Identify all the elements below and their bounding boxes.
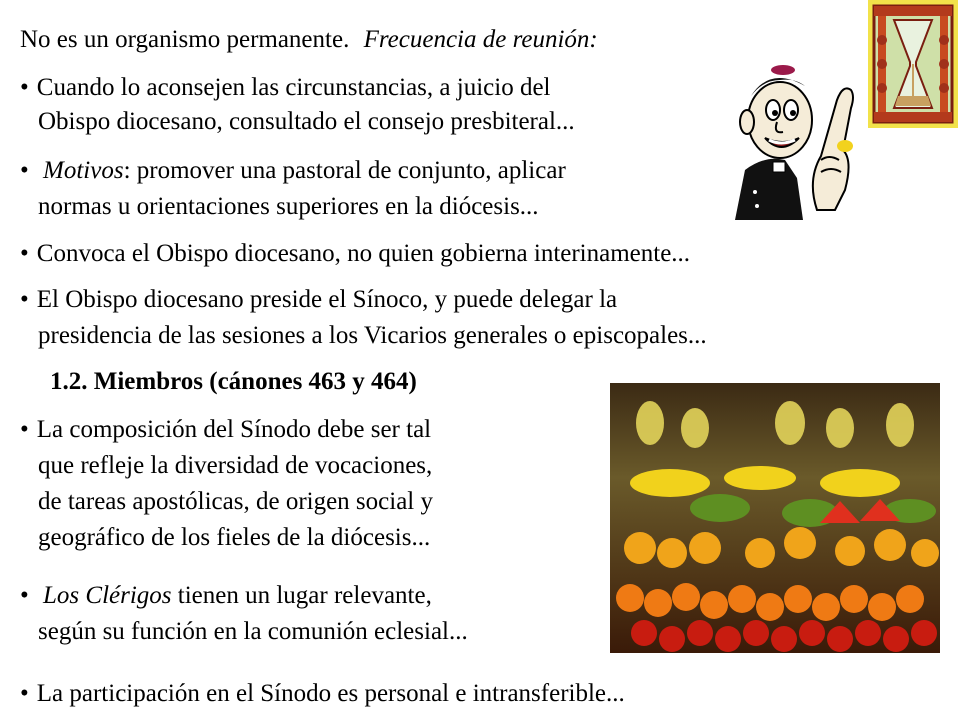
- bullet-3: • Convoca el Obispo diocesano, no quien gobierna interinamente...: [20, 238, 690, 270]
- bullet-1-line-1: • Cuando lo aconsejen las circunstancias, a juicio del: [20, 72, 551, 104]
- bullet-7: • La participación en el Sínodo es personal e intransferible...: [20, 678, 625, 710]
- intro-statement: No es un organismo permanente.: [20, 26, 350, 53]
- bullet-5-line-2: que refleje la diversidad de vocaciones,: [38, 452, 433, 479]
- bullet-2-text: : promover una pastoral de conjunto, aplicar: [123, 157, 566, 184]
- bullet-1-line-2: Obispo diocesano, consultado el consejo presbiteral...: [38, 108, 575, 135]
- bullet-5-line-4: geográfico de los fieles de la diócesis...: [38, 524, 431, 551]
- bullet-6-emphasis: Los Clérigos: [43, 582, 172, 609]
- intro-frequency-label: Frecuencia de reunión:: [363, 26, 598, 53]
- fruit-market-photo: [610, 383, 940, 653]
- bullet-2-line-2: normas u orientaciones superiores en la diócesis...: [38, 193, 539, 220]
- bullet-2-line-1: [20, 155, 566, 187]
- bullet-2-emphasis: Motivos: [43, 157, 124, 184]
- bullet-4-line-1: • El Obispo diocesano preside el Sínoco, y puede delegar la: [20, 284, 617, 316]
- bullet-6-line-1: [20, 580, 432, 612]
- section-heading: 1.2. Miembros (cánones 463 y 464): [50, 368, 417, 395]
- bullet-5-line-1: • La composición del Sínodo debe ser tal: [20, 414, 431, 446]
- hourglass-illustration: [868, 0, 958, 128]
- intro-line: [20, 24, 598, 56]
- bullet-5-line-3: de tareas apostólicas, de origen social y: [38, 488, 433, 515]
- bullet-6-line-2: según su función en la comunión eclesial...: [38, 618, 468, 645]
- priest-cartoon-illustration: [725, 60, 865, 220]
- bullet-4-line-2: presidencia de las sesiones a los Vicarios generales o episcopales...: [38, 322, 707, 349]
- bullet-6-text: tienen un lugar relevante,: [171, 582, 432, 609]
